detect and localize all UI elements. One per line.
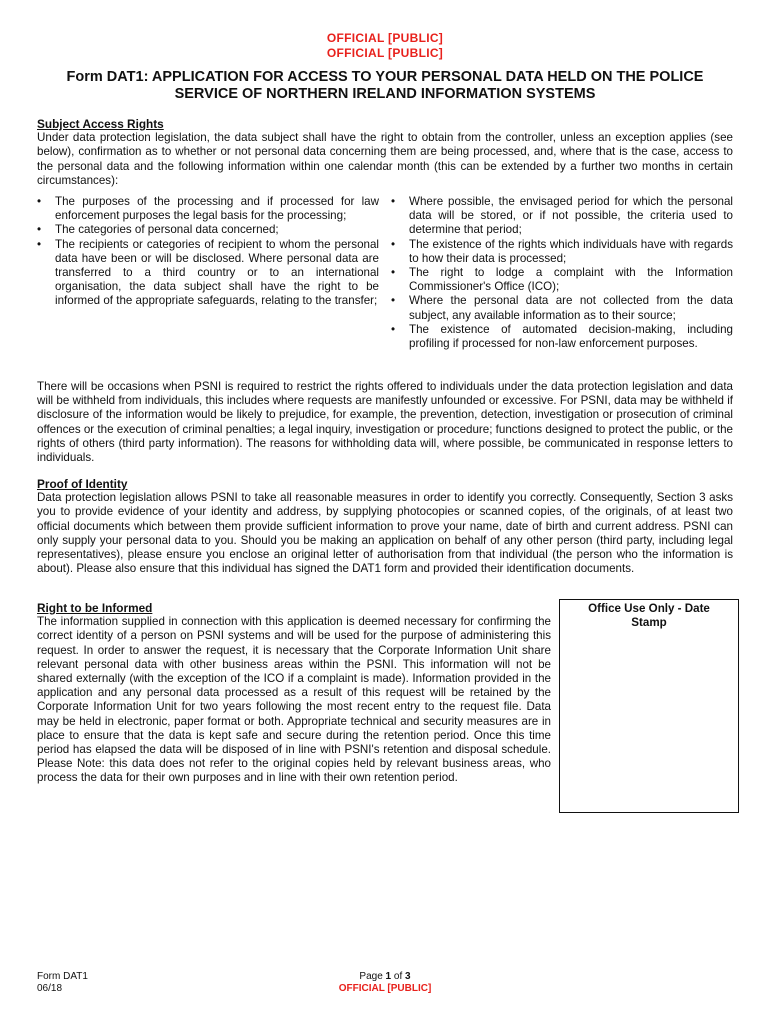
list-item: • The recipients or categories of recipient to whom the personal data have been or will be disclosed. Where personal data are transferred to a third country or to an international organisation, the data subject shall have the right to be informed of the appropriate safeguards, relating to the transfer; xyxy=(37,238,379,309)
office-use-label-stamp: Stamp xyxy=(631,616,667,629)
office-use-label: Office Use Only - Date xyxy=(588,602,710,615)
right-to-be-informed-body: The information supplied in connection with this application is deemed necessary for confirming the correct identity of a person on PSNI systems and will be used for the purpose of administering this request. In order to answer the request, it is necessary that the Corporate Information Unit share relevant personal data with other business areas within the PSNI. This information will not be shared externally (with the exception of the ICO if a complaint is made). Information provided in the application and any personal data processed as a result of this request will be retained by the Corporate Information Unit for two years following the most recent entry to the request file. Data may be held in electronic, paper format or both. Appropriate technical and security measures are in place to ensure that the data is kept safe and secure during the retention period. Once this time period has elapsed the data will be disposed of in line with PSNI's retention and disposal schedule. Please Note: this data does not refer to the original copies held by relevant business areas, who process the data for their own purposes and in line with their own retention period. xyxy=(37,615,551,785)
subject-access-heading: Subject Access Rights xyxy=(37,117,164,131)
footer-form-date: 06/18 xyxy=(37,983,63,994)
security-marking-footer: OFFICIAL [PUBLIC] xyxy=(338,983,432,994)
right-to-be-informed-section xyxy=(37,601,551,786)
page-total: 3 xyxy=(405,971,411,982)
security-marking-top: OFFICIAL [PUBLIC] xyxy=(326,31,444,45)
page-current: 1 xyxy=(385,971,392,982)
list-item: • The categories of personal data concerned; xyxy=(37,223,379,237)
list-item: • The right to lodge a complaint with the Information Commissioner's Office (ICO); xyxy=(391,266,733,294)
proof-of-identity-heading: Proof of Identity xyxy=(37,477,128,491)
restrictions-section xyxy=(37,380,733,465)
office-use-date-stamp-box xyxy=(559,599,739,813)
footer-form-name: Form DAT1 xyxy=(37,971,88,982)
list-item: • Where possible, the envisaged period for which the personal data will be stored, or if not possible, the criteria used to determine that period; xyxy=(391,195,733,238)
page-of: of xyxy=(391,971,406,982)
right-to-be-informed-heading: Right to be Informed xyxy=(37,601,153,615)
footer-page-info xyxy=(0,971,770,995)
subject-access-intro: Under data protection legislation, the data subject shall have the right to obtain from the controller, unless an exception applies (see below), confirmation as to whether or not personal data concerning them are being processed, and, where that is the case, access to the personal data and the following information within one calendar month (this can be extended by a further two months in certain circumstances): xyxy=(37,131,733,187)
security-marking-second: OFFICIAL [PUBLIC] xyxy=(326,46,444,60)
list-item: • The existence of the rights which individuals have with regards to how their data is processed; xyxy=(391,238,733,266)
rights-list-left xyxy=(37,195,379,351)
list-item: • The existence of automated decision-making, including profiling if processed for non-law enforcement purposes. xyxy=(391,323,733,351)
page-number xyxy=(0,971,770,983)
rights-list-right xyxy=(391,195,733,351)
page-prefix: Page xyxy=(359,971,386,982)
proof-of-identity-section xyxy=(37,477,733,576)
restrictions-paragraph: There will be occasions when PSNI is required to restrict the rights offered to individuals under the data protection legislation and data will be withheld from individuals, this includes where requests are manifestly unfounded or excessive. For PSNI, data may be withheld if disclosure of the information would be likely to prejudice, for example, the prevention, detection, investigation or prosecution of criminal offences or the execution of criminal penalties; a legal inquiry, investigation or procedure; functions designed to protect the public, or the rights of others (third party information). The reasons for withholding data will, where possible, be communicated in response letters to individuals. xyxy=(37,380,733,465)
list-item: • Where the personal data are not collected from the data subject, any available information as to their source; xyxy=(391,294,733,322)
list-item: • The purposes of the processing and if processed for law enforcement purposes the legal basis for the processing; xyxy=(37,195,379,223)
form-title: Form DAT1: APPLICATION FOR ACCESS TO YOUR PERSONAL DATA HELD ON THE POLICE SERVICE OF NORTHERN IRELAND INFORMATION SYSTEMS xyxy=(66,69,704,102)
subject-access-section xyxy=(37,117,733,188)
proof-of-identity-body: Data protection legislation allows PSNI to take all reasonable measures in order to identify you correctly. Consequently, Section 3 asks you to provide evidence of your identity and address, by supplying photocopies or scanned copies, of the originals, of at least two official documents which between them provide sufficient information to prove your name, date of birth and current address. PSNI can only supply your personal data to you. Should you be making an application on behalf of any other person (third party, including legal representatives), please ensure you enclose an original letter of authorisation from that individual (the person who the information is about). Please also ensure that this individual has signed the DAT1 form and provided their identification documents. xyxy=(37,491,733,576)
rights-bullet-columns xyxy=(37,195,733,351)
